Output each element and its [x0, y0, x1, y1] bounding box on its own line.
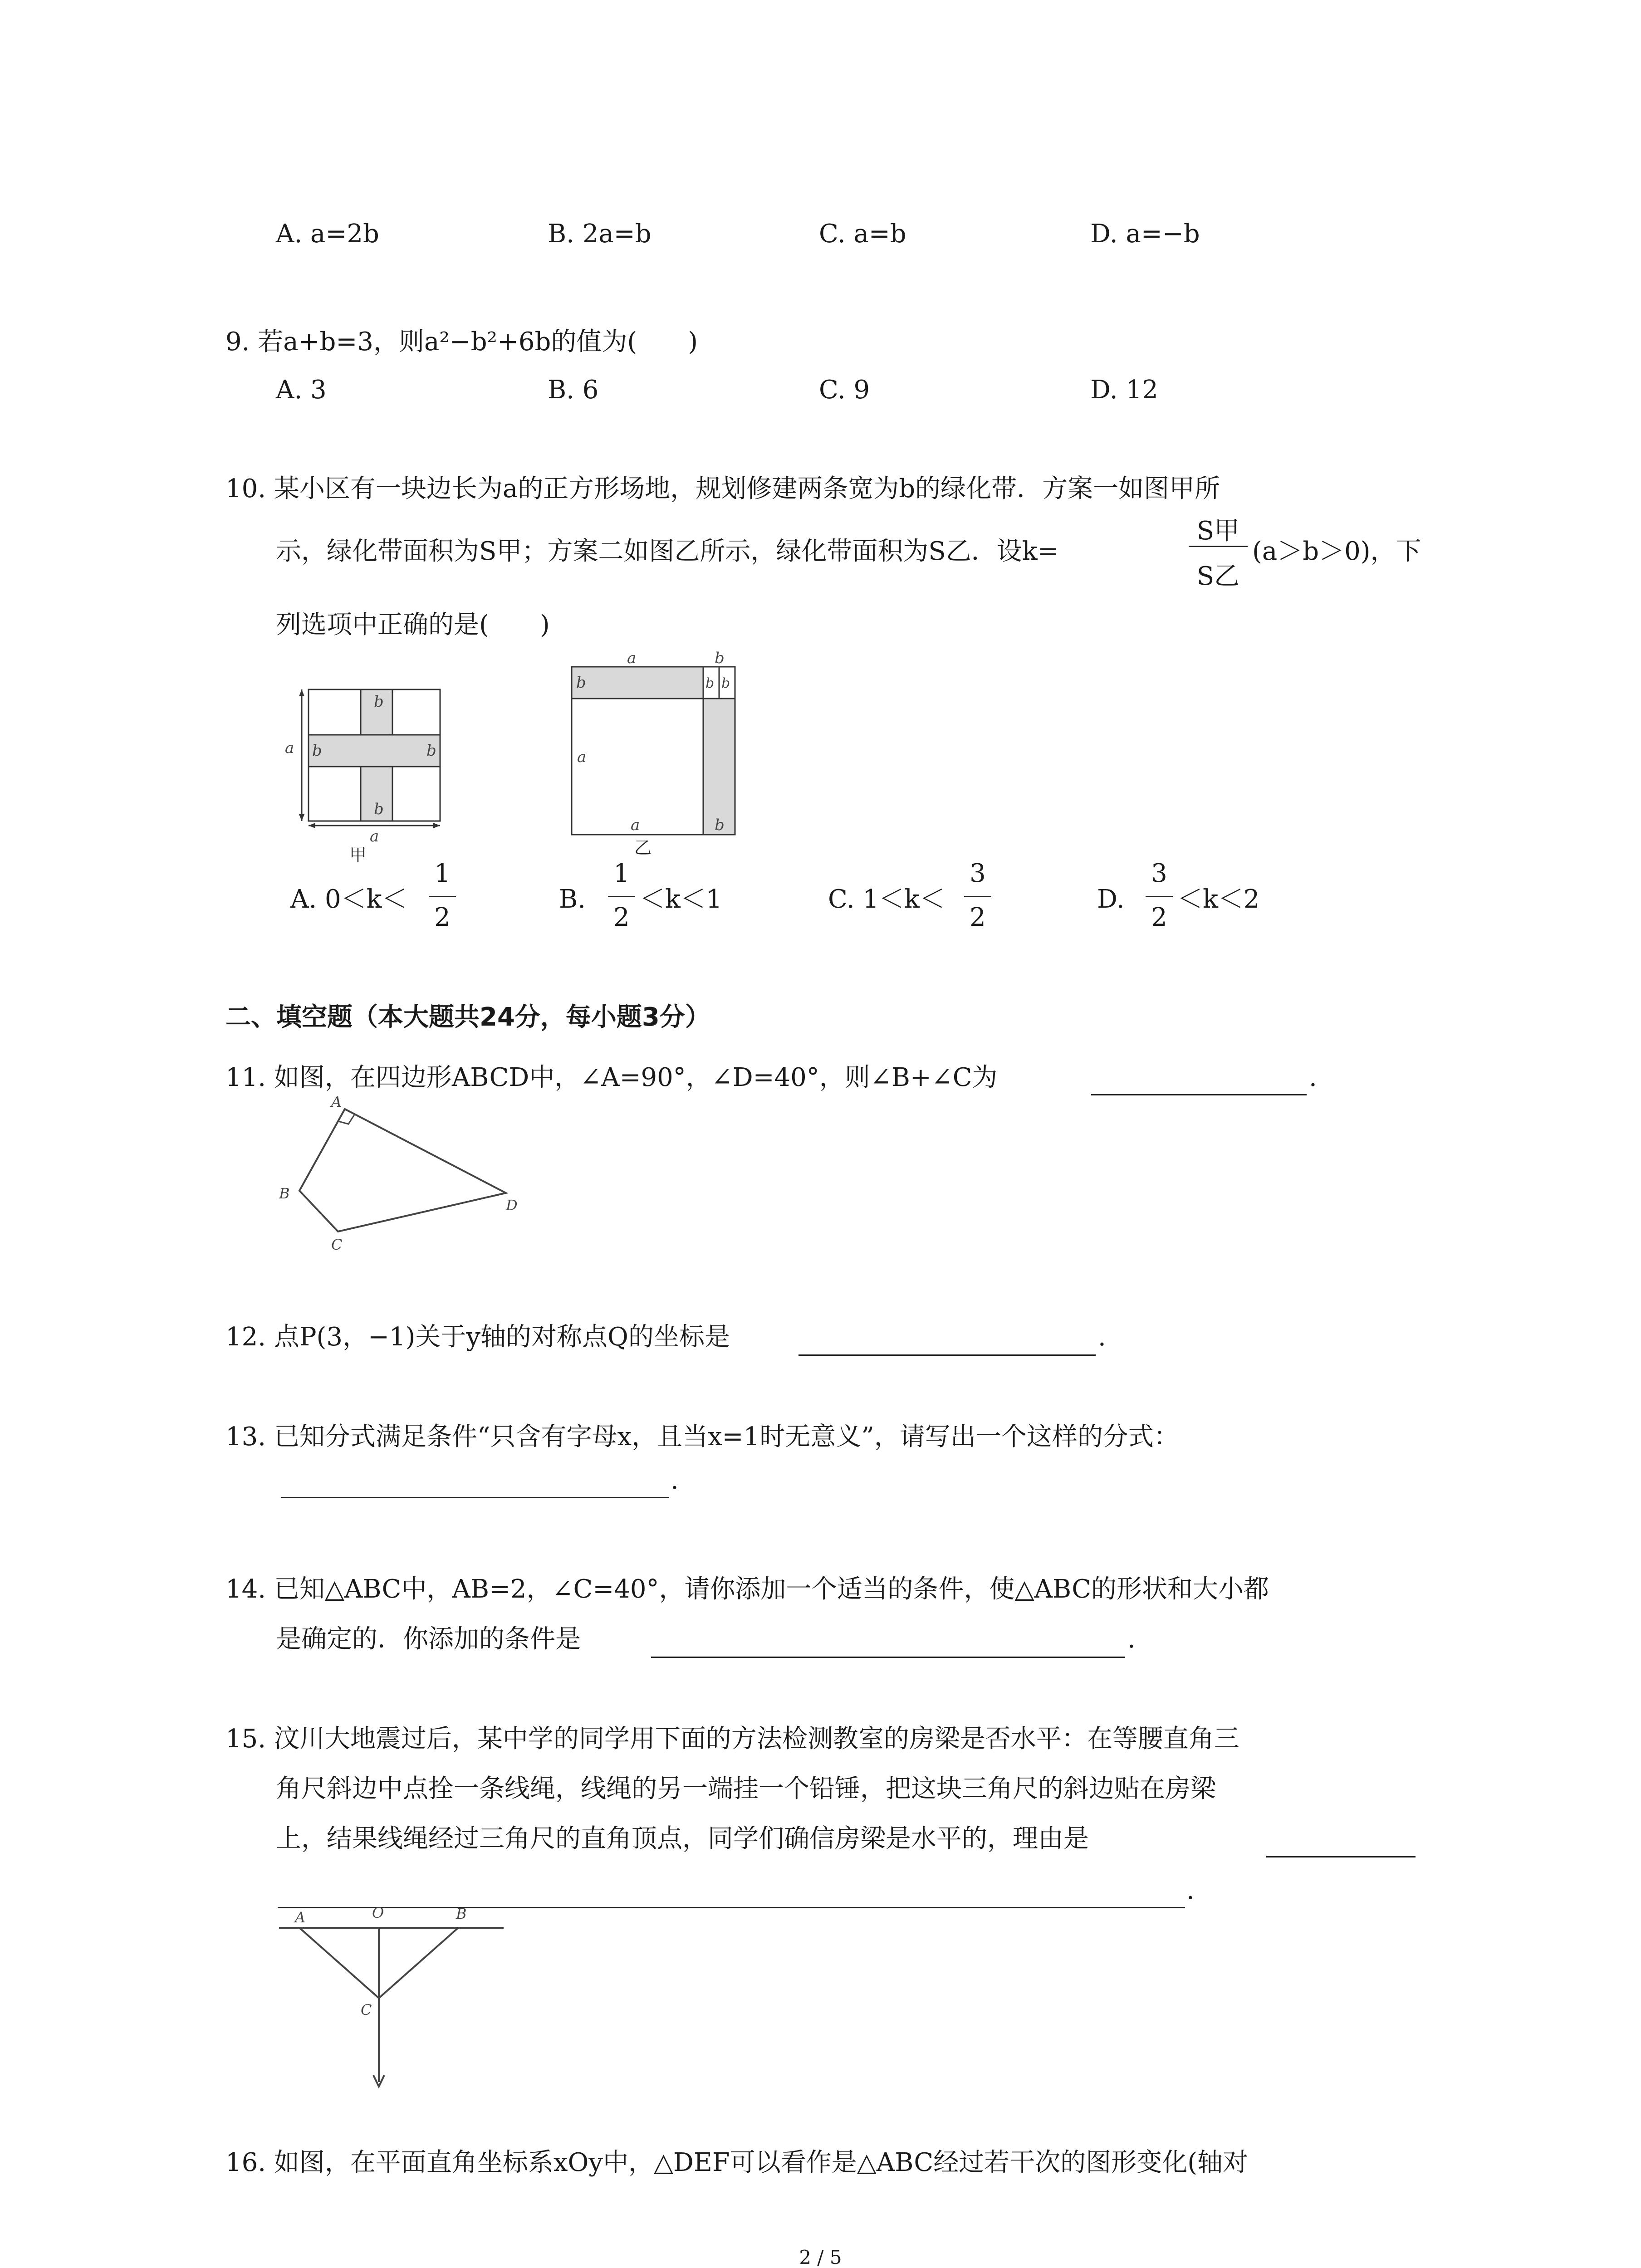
q15-label-o: O: [372, 1905, 384, 1921]
section-2-heading: 二、填空题（本大题共24分，每小题3分）: [225, 1002, 710, 1032]
jia-label-b-top: b: [374, 693, 384, 711]
q12-stem: 12. 点P(3，−1)关于y轴的对称点Q的坐标是: [225, 1322, 730, 1352]
q11-stem: 11. 如图，在四边形ABCD中，∠A=90°，∠D=40°，则∠B+∠C为: [225, 1063, 998, 1092]
yi-label-b-right: b: [715, 816, 725, 834]
q15-label-b: B: [456, 1905, 467, 1922]
jia-label-b-left: b: [312, 742, 322, 760]
jia-caption: 甲: [349, 845, 367, 865]
jia-label-a-bottom: a: [370, 827, 379, 846]
q8-option-a: A. a=2b: [276, 219, 379, 249]
q10-option-b-suffix: ＜k＜1: [640, 885, 722, 914]
q11-label-c: C: [331, 1236, 343, 1253]
q15-line2: 角尺斜边中点拴一条线绳，线绳的另一端挂一个铅锤，把这块三角尺的斜边贴在房梁: [276, 1774, 1216, 1804]
q15-triangle-ruler-figure: [277, 1905, 513, 2105]
q16-line1: 16. 如图，在平面直角坐标系xOy中，△DEF可以看作是△ABC经过若干次的图形变化(轴对: [225, 2148, 1249, 2177]
q11-label-b: B: [279, 1185, 290, 1202]
q15-line1: 15. 汶川大地震过后，某中学的同学用下面的方法检测教室的房梁是否水平：在等腰直角三: [225, 1724, 1239, 1754]
q10-line3: 列选项中正确的是( ): [276, 610, 550, 640]
q9-option-a: A. 3: [276, 375, 327, 405]
triangle-side-ac: [299, 1928, 379, 1998]
q10-option-a-prefix: A. 0＜k＜: [290, 885, 407, 914]
q12-answer-blank: [798, 1354, 1096, 1356]
q11-quadrilateral-figure: [272, 1093, 535, 1256]
q8-option-d: D. a=−b: [1090, 219, 1200, 249]
q14-answer-blank: [651, 1657, 1125, 1658]
q15-end: .: [1186, 1876, 1195, 1905]
q10-option-a-num: 1: [434, 859, 451, 888]
jia-label-b-right: b: [426, 742, 436, 760]
yi-right-strip: [703, 699, 735, 835]
yi-label-b-cell2: b: [721, 675, 730, 691]
q13-answer-blank: [281, 1497, 669, 1498]
q10-fraction-denominator: S乙: [1196, 562, 1240, 591]
q10-option-b-num: 1: [613, 859, 630, 888]
q10-fraction-bar: [1189, 546, 1248, 547]
jia-label-a-side: a: [285, 739, 294, 757]
jia-label-b-bottom: b: [374, 800, 384, 818]
yi-top-strip: [572, 667, 703, 699]
q10-option-d-prefix: D.: [1097, 885, 1125, 914]
yi-label-a-side: a: [577, 748, 587, 766]
yi-caption: 乙: [634, 838, 652, 858]
q9-option-c: C. 9: [819, 375, 870, 405]
q10-option-b-bar: [608, 896, 635, 897]
q10-line2b: (a＞b＞0)，下: [1252, 537, 1421, 566]
q11-label-d: D: [506, 1197, 518, 1214]
q10-option-c-den: 2: [970, 903, 986, 932]
q10-option-d-num: 3: [1151, 859, 1167, 888]
q10-option-b-den: 2: [613, 903, 630, 932]
q10-option-d-den: 2: [1151, 903, 1167, 932]
yi-square: [572, 699, 708, 835]
q14-line2: 是确定的．你添加的条件是: [276, 1624, 581, 1654]
q15-label-a: A: [295, 1909, 306, 1926]
q8-option-b: B. 2a=b: [548, 219, 652, 249]
q10-option-b-prefix: B.: [559, 885, 586, 914]
q10-figure-jia: [277, 676, 467, 866]
q15-label-c: C: [361, 2001, 372, 2019]
yi-label-a-top: a: [627, 649, 637, 667]
q8-option-c: C. a=b: [819, 219, 906, 249]
yi-label-b-top: b: [715, 649, 725, 667]
q10-option-d-bar: [1146, 896, 1173, 897]
q9-option-b: B. 6: [548, 375, 599, 405]
q12-end: .: [1098, 1322, 1106, 1352]
q10-option-c-bar: [964, 896, 991, 897]
q10-figure-yi: [567, 644, 758, 862]
q10-option-a-bar: [429, 896, 456, 897]
q13-end: .: [671, 1466, 679, 1495]
jia-horizontal-strip: [309, 735, 440, 767]
quadrilateral-abcd: [299, 1109, 506, 1232]
q10-option-d-suffix: ＜k＜2: [1177, 885, 1260, 914]
page-number: 2 / 5: [799, 2246, 842, 2268]
q10-fraction-numerator: S甲: [1196, 516, 1240, 546]
yi-label-b-cell1: b: [705, 675, 715, 691]
yi-label-a-bottom: a: [631, 816, 640, 834]
q11-label-a: A: [331, 1093, 342, 1110]
q14-end: .: [1127, 1624, 1136, 1654]
q10-option-c-prefix: C. 1＜k＜: [828, 885, 945, 914]
triangle-side-bc: [379, 1928, 458, 1998]
q9-option-d: D. 12: [1090, 375, 1158, 405]
q13-stem: 13. 已知分式满足条件“只含有字母x，且当x=1时无意义”，请写出一个这样的分式：: [225, 1422, 1179, 1452]
q9-stem: 9. 若a+b=3，则a²−b²+6b的值为( ): [225, 327, 698, 357]
q11-answer-blank: [1091, 1094, 1307, 1095]
q10-option-a-den: 2: [434, 903, 451, 932]
yi-label-b-strip: b: [576, 674, 586, 692]
q15-answer-blank-1: [1266, 1856, 1416, 1857]
q10-line2a: 示，绿化带面积为S甲；方案二如图乙所示，绿化带面积为S乙．设k=: [276, 537, 1059, 566]
q14-line1: 14. 已知△ABC中，AB=2，∠C=40°，请你添加一个适当的条件，使△ABC的形状和大小都: [225, 1574, 1269, 1604]
q11-end: .: [1309, 1063, 1317, 1092]
q10-line1: 10. 某小区有一块边长为a的正方形场地，规划修建两条宽为b的绿化带．方案一如图甲所: [225, 474, 1220, 503]
q10-option-c-num: 3: [970, 859, 986, 888]
q15-line3: 上，结果线绳经过三角尺的直角顶点，同学们确信房梁是水平的，理由是: [276, 1824, 1089, 1853]
